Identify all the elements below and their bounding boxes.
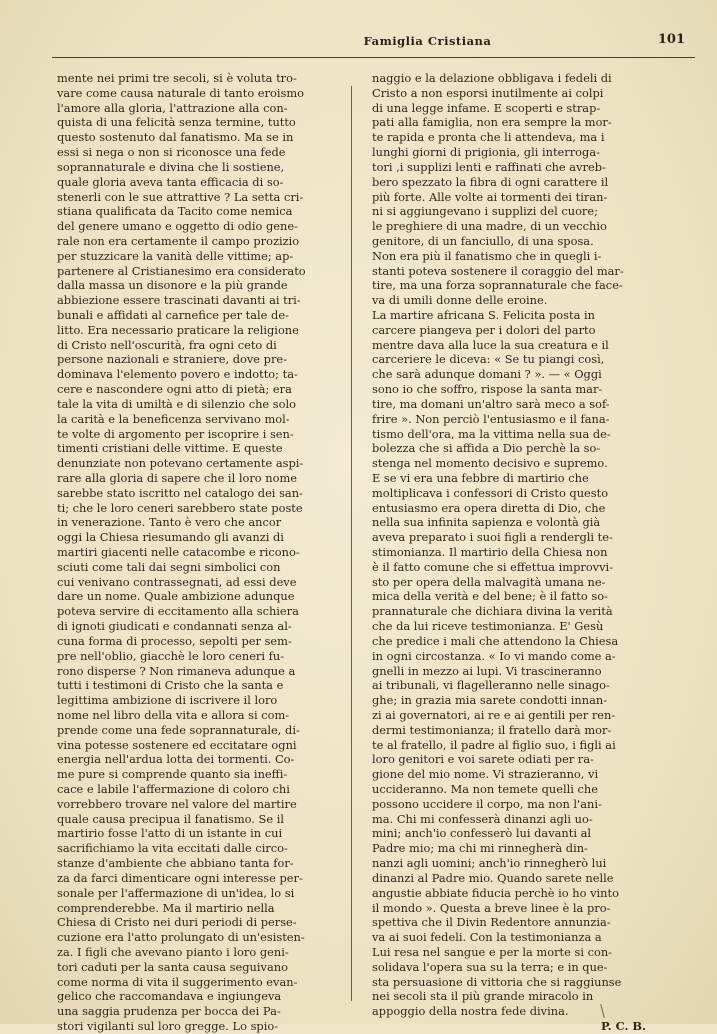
text-line: mente nei primi tre secoli, si è voluta tro- <box>57 71 297 85</box>
text-line: in venerazione. Tanto è vero che ancor <box>57 515 282 530</box>
text-line: litto. Era necessario praticare la religione <box>57 322 299 337</box>
text-line: aveva preparato i suoi figli a rendergli te- <box>372 530 613 545</box>
text-line: lunghi giorni di prigionia, gli interroga- <box>372 145 600 160</box>
column-divider <box>351 86 352 1001</box>
text-line: dermi testimonianza; il fratello darà mor- <box>372 722 612 737</box>
text-line: sonale per l'affermazione di un'idea, lo si <box>57 885 295 900</box>
text-line: te rapida e pronta che li attendeva, ma i <box>372 130 605 145</box>
running-header <box>56 30 689 52</box>
text-line: stenga nel momento decisivo e supremo. <box>372 456 608 471</box>
text-line: entusiasmo era opera diretta di Dio, che <box>372 500 606 515</box>
text-line: cere e nascondere ogni atto di pietà; era <box>57 382 292 397</box>
text-line: stanti poteva sostenere il coraggio del mar- <box>372 263 624 278</box>
text-line: rono disperse ? Non rimaneva adunque a <box>57 663 296 678</box>
text-line: moltiplicava i confessori di Cristo questo <box>372 485 609 500</box>
text-line: tale la vita di umiltà e di silenzio che solo <box>57 396 296 411</box>
text-line: rare alla gloria di sapere che il loro nome <box>57 470 297 485</box>
magazine-title: Famiglia Cristiana <box>363 34 492 48</box>
text-line: Lui resa nel sangue e per la morte si con- <box>372 944 612 959</box>
text-line: quista di una felicità senza termine, tutto <box>57 115 296 130</box>
text-line: tori ,i supplizi lenti e raffinati che avreb- <box>372 159 606 174</box>
text-line: persone nazionali e straniere, dove pre- <box>57 352 287 367</box>
text-line: bunali e affidati al carnefice per tale de- <box>57 308 289 322</box>
text-line: vorrebbero trovare nel valore del martire <box>57 796 297 811</box>
text-line: cuna forma di processo, sepolti per sem- <box>57 633 292 648</box>
text-line: oggi la Chiesa riesumando gli avanzi di <box>57 530 284 545</box>
text-line: una saggia prudenza per bocca dei Pa- <box>57 1004 281 1019</box>
text-line: abbiezione essere trascinati davanti ai tri- <box>57 293 301 308</box>
text-line: stori vigilanti sul loro gregge. Lo spio- <box>57 1019 279 1033</box>
text-line: in ogni circostanza. « Io vi mando come a- <box>372 648 616 663</box>
text-line: bolezza che si affida a Dio perchè la so- <box>372 441 601 456</box>
text-line: Non era più il fanatismo che in quegli i- <box>372 248 602 263</box>
right-text-column <box>372 71 654 1034</box>
text-line: è il fatto comune che si effettua improvvi- <box>372 559 614 574</box>
text-line: dare un nome. Quale ambizione adunque <box>57 589 295 604</box>
author-signature: P. C. B. <box>601 1019 646 1033</box>
text-line: sciuti come tali dai segni simbolici con <box>57 559 281 574</box>
text-line: dinanzi al Padre mio. Quando sarete nelle <box>372 870 614 885</box>
text-line: gelico che raccomandava e ingiungeva <box>57 989 282 1004</box>
text-line: naggio e la delazione obbligava i fedeli di <box>372 71 612 85</box>
text-line: E se vi era una febbre di martirio che <box>372 470 589 485</box>
text-line: Chiesa di Cristo nei duri periodi di perse- <box>57 915 297 930</box>
text-line: va ai suoi fedeli. Con la testimonianza a <box>372 930 602 945</box>
text-line: appoggio della nostra fede divina. <box>372 1004 569 1019</box>
text-line: tori caduti per la santa causa seguivano <box>57 959 288 974</box>
text-line: pre nell'oblio, giacchè le loro ceneri fu- <box>57 648 285 663</box>
text-line: cace e labile l'affermazione di coloro chi <box>57 782 290 796</box>
text-line: che da lui riceve testimonianza. E' Gesù <box>372 619 604 634</box>
text-line: che predice i mali che attendono la Chiesa <box>372 633 619 648</box>
text-line: me pure si comprende quanto sia ineffi- <box>57 767 288 782</box>
text-line: stimonianza. Il martirio della Chiesa non <box>372 545 608 559</box>
text-line: le preghiere di una madre, di un vecchio <box>372 219 607 234</box>
text-line: ti; che le loro ceneri sarebbero state poste <box>57 500 303 515</box>
text-line: nome nel libro della vita e allora si com- <box>57 707 290 722</box>
text-line: legittima ambizione di iscrivere il loro <box>57 693 278 708</box>
text-line: zi ai governatori, ai re e ai gentili per ren- <box>372 707 616 722</box>
text-line: come norma di vita il suggerimento evan- <box>57 974 298 989</box>
text-line: di Cristo nell'oscurità, fra ogni ceto di <box>57 337 277 352</box>
text-line: l'amore alla gloria, l'attrazione alla con- <box>57 100 288 115</box>
text-line: vare come causa naturale di tanto eroismo <box>57 85 304 100</box>
text-line: possono uccidere il corpo, ma non l'ani- <box>372 796 602 811</box>
text-line: denunziate non potevano certamente aspi- <box>57 456 304 471</box>
text-line: gnelli in mezzo ai lupi. Vi trascineranno <box>372 663 602 678</box>
text-line: mentre dava alla luce la sua creatura e il <box>372 337 609 352</box>
text-line: martiri giacenti nelle catacombe e ricono- <box>57 545 300 559</box>
text-line: Cristo a non esporsi inutilmente ai colpi <box>372 85 604 100</box>
text-line: carceriere le diceva: « Se tu piangi così, <box>372 352 605 367</box>
text-line: uccideranno. Ma non temete quelli che <box>372 782 598 796</box>
text-line: la carità e la beneficenza servivano mol- <box>57 411 290 426</box>
text-line: spettiva che il Divin Redentore annunzia- <box>372 915 611 930</box>
page-number: 101 <box>657 32 685 47</box>
text-line: ai tribunali, vi flagelleranno nelle sinago- <box>372 678 610 693</box>
text-line: di ignoti giudicati e condannati senza al- <box>57 619 292 634</box>
text-line: ni si aggiungevano i supplizi del cuore; <box>372 204 598 219</box>
text-line: angustie abbiate fiducia perchè io ho vinto <box>372 885 619 900</box>
text-line: sto per opera della malvagità umana ne- <box>372 574 606 589</box>
text-line: comprenderebbe. Ma il martirio nella <box>57 900 275 915</box>
text-line: prende come una fede soprannaturale, di- <box>57 722 300 737</box>
text-line: soprannaturale e divina che li sostiene, <box>57 159 285 174</box>
text-line: nei secoli sta il più grande miracolo in <box>372 989 594 1004</box>
text-line: poteva servire di eccitamento alla schiera <box>57 604 299 619</box>
left-text-column <box>57 71 335 1034</box>
text-line: mica della verità e del bene; è il fatto so- <box>372 589 608 604</box>
text-line: sacrifichiamo la vita eccitati dalle circo- <box>57 841 288 856</box>
text-line: sarebbe stato iscritto nel catalogo dei san- <box>57 485 303 500</box>
text-line: tire, ma una forza soprannaturale che face- <box>372 278 623 293</box>
text-line: stanze d'ambiente che abbiano tanta for- <box>57 856 294 871</box>
text-line: essi si nega o non si riconosce una fede <box>57 145 286 160</box>
text-line: La martire africana S. Felicita posta in <box>372 308 595 322</box>
text-line: martirio fosse l'atto di un istante in cui <box>57 826 283 841</box>
text-line: nanzi agli uomini; anch'io rinnegherò lui <box>372 856 607 871</box>
text-line: di una legge infame. E scoperti e strap- <box>372 100 601 115</box>
text-line: cuzione era l'atto prolungato di un'esisten- <box>57 930 305 945</box>
text-line: va di umili donne delle eroine. <box>372 293 548 308</box>
text-line: dalla massa un disonore e la più grande <box>57 278 288 293</box>
text-line: per stuzzicare la vanità delle vittime; ap- <box>57 248 294 263</box>
text-line: ma. Chi mi confesserà dinanzi agli uo- <box>372 811 593 826</box>
text-line: dominava l'elemento povero e indotto; ta- <box>57 367 298 382</box>
text-line: tismo dell'ora, ma la vittima nella sua de- <box>372 426 611 441</box>
text-line: questo sostenuto dal fanatismo. Ma se in <box>57 130 294 145</box>
text-line: za. I figli che avevano pianto i loro geni- <box>57 944 289 959</box>
text-line: mini; anch'io confesserò lui davanti al <box>372 826 592 841</box>
text-line: più forte. Alle volte ai tormenti dei tiran- <box>372 189 608 204</box>
text-line: loro genitori e voi sarete odiati per ra- <box>372 752 594 767</box>
text-line: quale gloria aveva tanta efficacia di so- <box>57 174 284 189</box>
text-line: del genere umano e oggetto di odio gene- <box>57 219 298 234</box>
text-line: prannaturale che dichiara divina la verità <box>372 604 613 619</box>
text-line: sta persuasione di vittoria che si raggiunse <box>372 974 622 989</box>
text-line: energia nell'ardua lotta dei tormenti. Co- <box>57 752 295 767</box>
text-line: tire, ma domani un'altro sarà meco a sof- <box>372 396 610 411</box>
text-line: rale non era certamente il campo prozizio <box>57 233 300 248</box>
text-line: il mondo ». Questa a breve linee è la pro- <box>372 900 611 915</box>
text-line: genitore, di un fanciullo, di una sposa. <box>372 233 594 248</box>
text-line: quale causa precipua il fanatismo. Se il <box>57 811 284 826</box>
text-line: te al fratello, il padre al figlio suo, i figli ai <box>372 737 616 752</box>
text-line: solidava l'opera sua su la terra; e in que- <box>372 959 608 974</box>
text-line: che sarà adunque domani ? ». — « Oggi <box>372 367 602 382</box>
text-line: za da farci dimenticare ogni interesse per- <box>57 870 303 885</box>
header-rule <box>52 57 695 58</box>
text-line: carcere piangeva per i dolori del parto <box>372 322 596 337</box>
text-line: bero spezzato la fibra di ogni carattere il <box>372 174 609 189</box>
text-line: partenere al Cristianesimo era considerato <box>57 263 306 278</box>
text-line: nella sua infinita sapienza e volontà già <box>372 515 601 530</box>
text-line: stiana qualificata da Tacito come nemica <box>57 204 293 219</box>
text-line: gione del mio nome. Vi strazieranno, vi <box>372 767 599 782</box>
text-line: sono io che soffro, rispose la santa mar- <box>372 382 603 397</box>
text-line: Padre mio; ma chi mi rinnegherà din- <box>372 841 588 856</box>
text-line: vina potesse sostenere ed eccitatare ogni <box>57 737 297 752</box>
text-line: te volte di argomento per iscoprire i sen- <box>57 426 294 441</box>
text-line: frire ». Non perciò l'entusiasmo e il fana- <box>372 411 610 426</box>
text-line: cui venivano contrassegnati, ad essi deve <box>57 574 297 589</box>
text-line: timenti cristiani delle vittime. E queste <box>57 441 283 456</box>
text-line: stenerli con le sue attrattive ? La setta cri- <box>57 189 304 204</box>
text-line: pati alla famiglia, non era sempre la mor- <box>372 115 612 130</box>
text-line: tutti i testimoni di Cristo che la santa e <box>57 678 284 693</box>
text-line: ghe; in grazia mia sarete condotti innan- <box>372 693 608 708</box>
